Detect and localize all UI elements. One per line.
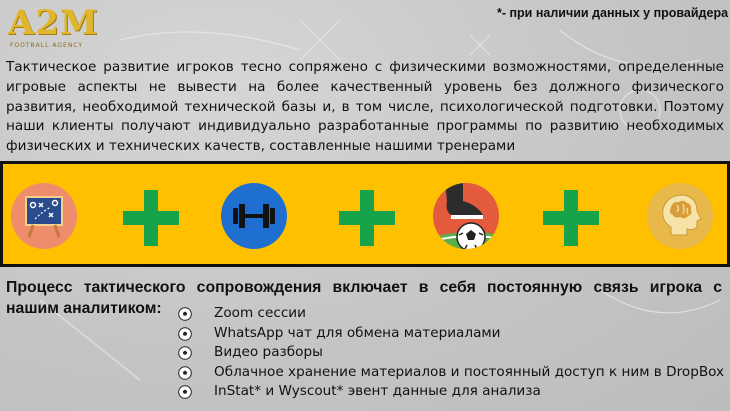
process-line-1: Процесс тактического сопровождения включает в себя постоянную связь игрока с: [6, 279, 722, 296]
list-item: [178, 304, 724, 324]
list-item: [178, 324, 724, 344]
development-banner: [0, 161, 730, 267]
tactics-board-icon: [11, 183, 77, 249]
process-line-2: нашим аналитиком:: [6, 300, 162, 317]
a2m-logo: [8, 3, 99, 54]
soccer-ball-icon: [178, 327, 192, 341]
service-label: InStat* и Wyscout* эвент данные для анализа: [214, 383, 541, 400]
dumbbell-icon: [221, 183, 287, 249]
logo-text: A2M: [8, 3, 99, 43]
service-label: Видео разборы: [214, 344, 323, 361]
plus-icon: [339, 190, 395, 246]
service-label: Zoom сессии: [214, 305, 306, 321]
list-item: [178, 343, 724, 363]
list-item: [178, 363, 724, 383]
service-label: Облачное хранение материалов и постоянный доступ к ним в DropBox: [214, 363, 725, 380]
soccer-ball-icon: [178, 366, 192, 380]
service-label: WhatsApp чат для обмена материалами: [214, 324, 501, 341]
services-list: [178, 304, 724, 402]
football-boot-ball-icon: [433, 183, 499, 249]
list-item: [178, 382, 724, 402]
brain-head-icon: [647, 183, 713, 249]
plus-icon: [543, 190, 599, 246]
plus-icon: [123, 190, 179, 246]
intro-paragraph: Тактическое развитие игроков тесно сопряжено с физическими возможностями, определенные игровые аспекты не вывести на более качественный уровень без должного физического развития, необходимой технической базы и, в том числе, психологической подготовки. Поэтому наши клиенты получают индивидуально разработанные программы по развитию необходимых физических и технических качеств, составленные нашими тренерами: [6, 59, 724, 155]
soccer-ball-icon: [178, 346, 192, 360]
soccer-ball-icon: [178, 307, 192, 321]
provider-note: *- при наличии данных у провайдера: [497, 6, 729, 20]
logo-subtitle: FOOTBALL AGENCY: [10, 42, 84, 49]
soccer-ball-icon: [178, 385, 192, 399]
